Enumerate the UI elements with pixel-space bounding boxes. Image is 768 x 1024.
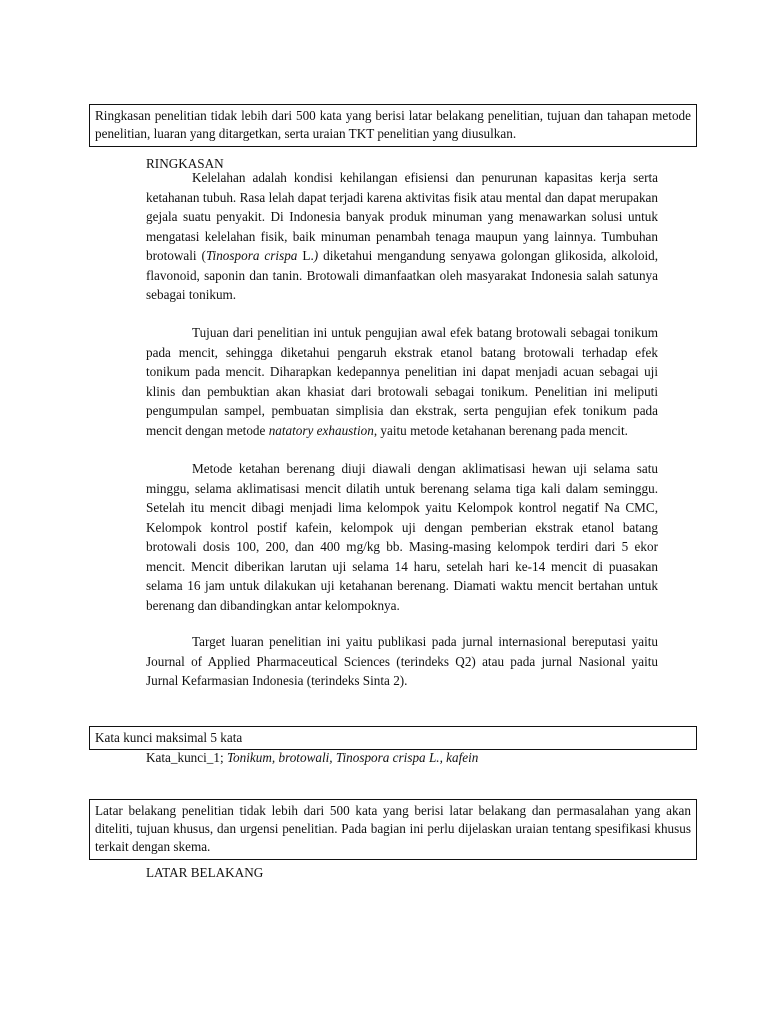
para1-text-c: diketahui mengandung senyawa golongan glikosida, alkoloid, flavonoid, saponin dan tanin. Brotowali dimanfaatkan oleh masyarakat Indonesia salah satunya sebagai tonikum.: [146, 248, 658, 302]
keywords-values: Tonikum, brotowali, Tinospora crispa L., kafein: [226, 750, 479, 765]
summary-instruction-box: [89, 104, 697, 147]
para1-species-name: Tinospora crispa: [205, 248, 298, 263]
keywords-instruction-box: [89, 726, 697, 750]
summary-paragraph-1: [146, 168, 658, 305]
para1-text-a: Kelelahan adalah kondisi kehilangan efisiensi dan penurunan kapasitas kerja serta ketahanan tubuh. Rasa lelah dapat terjadi karena aktivitas fisik atau mental dan dapat merupakan gejala suatu penyakit. Di Indonesia banyak produk minuman yang menawarkan solusi untuk mengatasi kelelahan fisik, baik minuman penambah tenaga maupun yang lainnya. Tumbuhan brotowali (: [146, 170, 658, 263]
para2-method-name: natatory exhaustion: [268, 422, 374, 438]
summary-paragraph-3: [146, 459, 658, 615]
para2-text-a: Tujuan dari penelitian ini untuk pengujian awal efek batang brotowali sebagai tonikum pada mencit, sehingga diketahui pengaruh ekstrak etanol batang brotowali terhadap efek tonikum pada mencit. Diharapkan kedepannya penelitian ini dapat menjadi acuan sebagai uji klinis dan pembuktian akan khasiat dari brotowali sebagai tonikum. Penelitian ini meliputi pengumpulan sampel, pembuatan simplisia dan ekstrak, serta pengujian efek tonikum pada mencit dengan metode: [146, 325, 658, 438]
para1-text-b: L.: [297, 248, 314, 263]
summary-paragraph-4: [146, 632, 658, 691]
summary-instruction-text: Ringkasan penelitian tidak lebih dari 500 kata yang berisi latar belakang penelitian, tujuan dan tahapan metode penelitian, luaran yang ditargetkan, serta uraian TKT penelitian yang diusulkan.: [95, 108, 691, 141]
para2-text-b: , yaitu metode ketahanan berenang pada mencit.: [373, 422, 628, 438]
para1-paren: ): [313, 248, 319, 263]
para4-text: Target luaran penelitian ini yaitu publikasi pada jurnal internasional bereputasi yaitu Journal of Applied Pharmaceutical Sciences (terindeks Q2) atau pada jurnal Nasional yaitu Jurnal Kefarmasian Indonesia (terindeks Sinta 2).: [146, 634, 658, 688]
para3-text: Metode ketahan berenang diuji diawali dengan aklimatisasi hewan uji selama satu minggu, selama aklimatisasi mencit dilatih untuk berenang selama tiga kali dalam seminggu. Setelah itu mencit dibagi menjadi lima kelompok yaitu Kelompok kontrol negatif Na CMC, Kelompok kontrol postif kafein, kelompok uji dengan pemberian ekstrak etanol batang brotowali dosis 100, 200, dan 400 mg/kg bb. Masing-masing kelompok terdiri dari 5 ekor mencit. Mencit diberikan larutan uji selama 14 haru, setelah hari ke-14 mencit di puasakan selama 16 jam untuk dilakukan uji ketahanan berenang. Diamati waktu mencit bertahan untuk berenang dan dibandingkan antar kelompoknya.: [146, 461, 658, 613]
keywords-instruction-text: Kata kunci maksimal 5 kata: [95, 730, 243, 745]
background-instruction-text: Latar belakang penelitian tidak lebih dari 500 kata yang berisi latar belakang dan permasalahan yang akan diteliti, tujuan khusus, dan urgensi penelitian. Pada bagian ini perlu dijelaskan uraian tentang spesifikasi khusus terkait dengan skema.: [95, 803, 691, 854]
background-instruction-box: [89, 799, 697, 860]
background-heading: LATAR BELAKANG: [146, 865, 264, 880]
summary-paragraph-2: [146, 323, 658, 440]
summary-heading: RINGKASAN: [146, 156, 224, 171]
keywords-line: [146, 748, 478, 768]
keywords-label: Kata_kunci_1;: [146, 750, 227, 765]
